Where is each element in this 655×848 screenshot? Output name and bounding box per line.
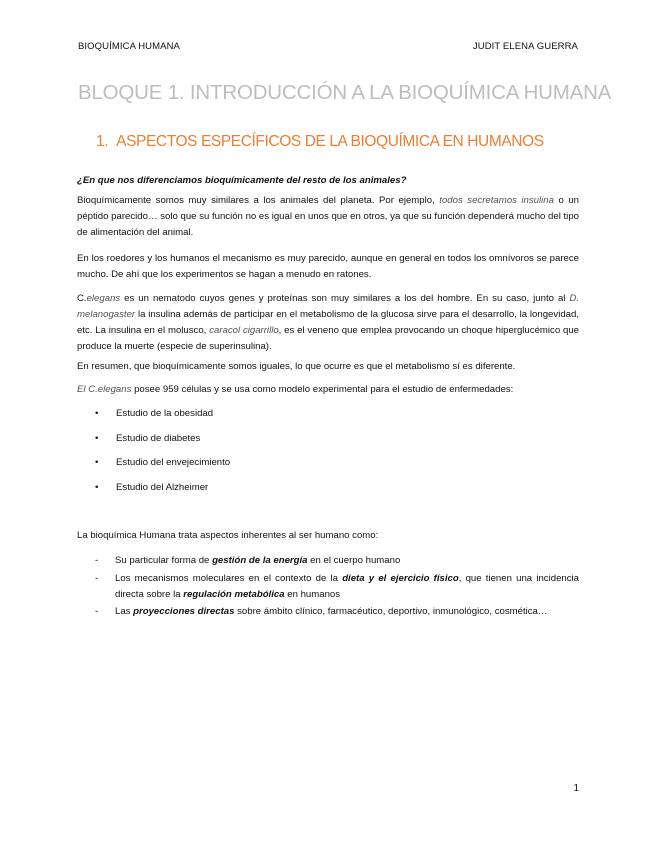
dash-icon: - <box>95 555 99 566</box>
dash-icon: - <box>95 572 99 584</box>
page-number: 1 <box>573 783 579 794</box>
p5-b: posee 959 células y se usa como modelo experimental para el estudio de enfermedades: <box>131 384 514 395</box>
aspect-emphasis: proyecciones directas <box>133 606 235 617</box>
aspect-emphasis-2: regulación metabólica <box>183 588 285 600</box>
study-label: Estudio de diabetes <box>116 432 201 444</box>
list-item <box>95 408 230 433</box>
bloque-title: BLOQUE 1. INTRODUCCIÓN A LA BIOQUÍMICA HUMANA <box>78 81 612 104</box>
question-heading: ¿En que nos diferenciamos bioquímicamente del resto de los animales? <box>77 175 407 186</box>
bullet-icon: • <box>95 408 99 419</box>
p5-celegans: El C.elegans <box>77 384 132 395</box>
list-item <box>95 604 579 620</box>
header-left: BIOQUÍMICA HUMANA <box>78 41 180 52</box>
bullet-icon: • <box>95 481 99 493</box>
dash-icon: - <box>95 606 99 617</box>
section-heading <box>96 133 544 151</box>
bullet-icon: • <box>95 432 99 444</box>
p3-a: C. <box>77 293 87 304</box>
paragraph-4: En resumen, que bioquímicamente somos iguales, lo que ocurre es que el metabolismo sí es diferente. <box>77 361 516 372</box>
p3-elegans: elegans <box>86 293 121 304</box>
paragraph-1-text-c: o un péptido parecido… solo que su función no es igual en unos que en otros, ya que su función dependerá mucho del tipo de alimentación del animal. <box>77 195 580 238</box>
study-label: Estudio del Alzheimer <box>116 481 209 493</box>
p3-e: la insulina además de participar en el metabolismo de la glucosa sirve para el desarrollo, la longevidad, etc. La insulina en el molusco, <box>77 309 579 336</box>
paragraph-2: En los roedores y los humanos el mecanismo es muy parecido, aunque en general en todos los omnívoros se parece mucho. De ahí que los experimentos se hagan a menudo en ratones. <box>77 253 579 280</box>
section-title: ASPECTOS ESPECÍFICOS DE LA BIOQUÍMICA EN HUMANOS <box>116 133 544 150</box>
paragraph-5 <box>77 382 579 398</box>
bullet-icon: • <box>95 457 99 468</box>
p3-caracol: caracol cigarrillo <box>209 325 279 336</box>
p3-g: , es el veneno que emplea provocando un choque hiperglucémico que produce la muerte (especie de superinsulina). <box>77 325 579 352</box>
study-label: Estudio de la obesidad <box>116 408 214 419</box>
p3-c: es un nematodo cuyos genes y proteínas son muy similares a los del hombre. En su caso, junto al <box>120 293 570 304</box>
aspect-text-a: Las <box>115 606 134 617</box>
section-number: 1. <box>96 133 109 150</box>
aspect-text <box>115 571 579 603</box>
list-item <box>95 433 230 458</box>
studies-list <box>95 408 230 506</box>
list-item <box>95 553 579 569</box>
aspect-emphasis: dieta y el ejercicio físico <box>342 572 459 584</box>
aspect-text-c: en el cuerpo humano <box>307 555 401 566</box>
paragraph-1 <box>77 193 579 241</box>
aspect-text-a: Los mecanismos moleculares en el contexto de la <box>115 572 343 584</box>
list-item <box>95 571 579 603</box>
paragraph-1-text-a: Bioquímicamente somos muy similares a los animales del planeta. Por ejemplo, <box>77 195 440 206</box>
aspect-text <box>115 553 579 569</box>
header-right: JUDIT ELENA GUERRA <box>472 41 578 52</box>
aspect-emphasis: gestión de la energía <box>212 555 308 566</box>
study-label: Estudio del envejecimiento <box>116 457 231 468</box>
aspect-text-c: , que tienen una incidencia directa sobre la <box>115 572 580 600</box>
paragraph-1-highlight: todos secretamos insulina <box>439 195 554 206</box>
intro-paragraph: La bioquímica Humana trata aspectos inherentes al ser humano como: <box>77 530 379 541</box>
paragraph-3 <box>77 291 579 355</box>
p3-melanogaster: D. melanogaster <box>77 293 579 320</box>
list-item <box>95 482 230 507</box>
aspect-text-a: Su particular forma de <box>115 555 213 566</box>
list-item <box>95 457 230 482</box>
aspect-text-e: en humanos <box>284 588 341 600</box>
aspect-text <box>115 604 579 620</box>
aspect-text-c: sobre ámbito clínico, farmacéutico, deportivo, inmunológico, cosmética… <box>234 606 548 617</box>
aspects-list <box>95 553 579 622</box>
